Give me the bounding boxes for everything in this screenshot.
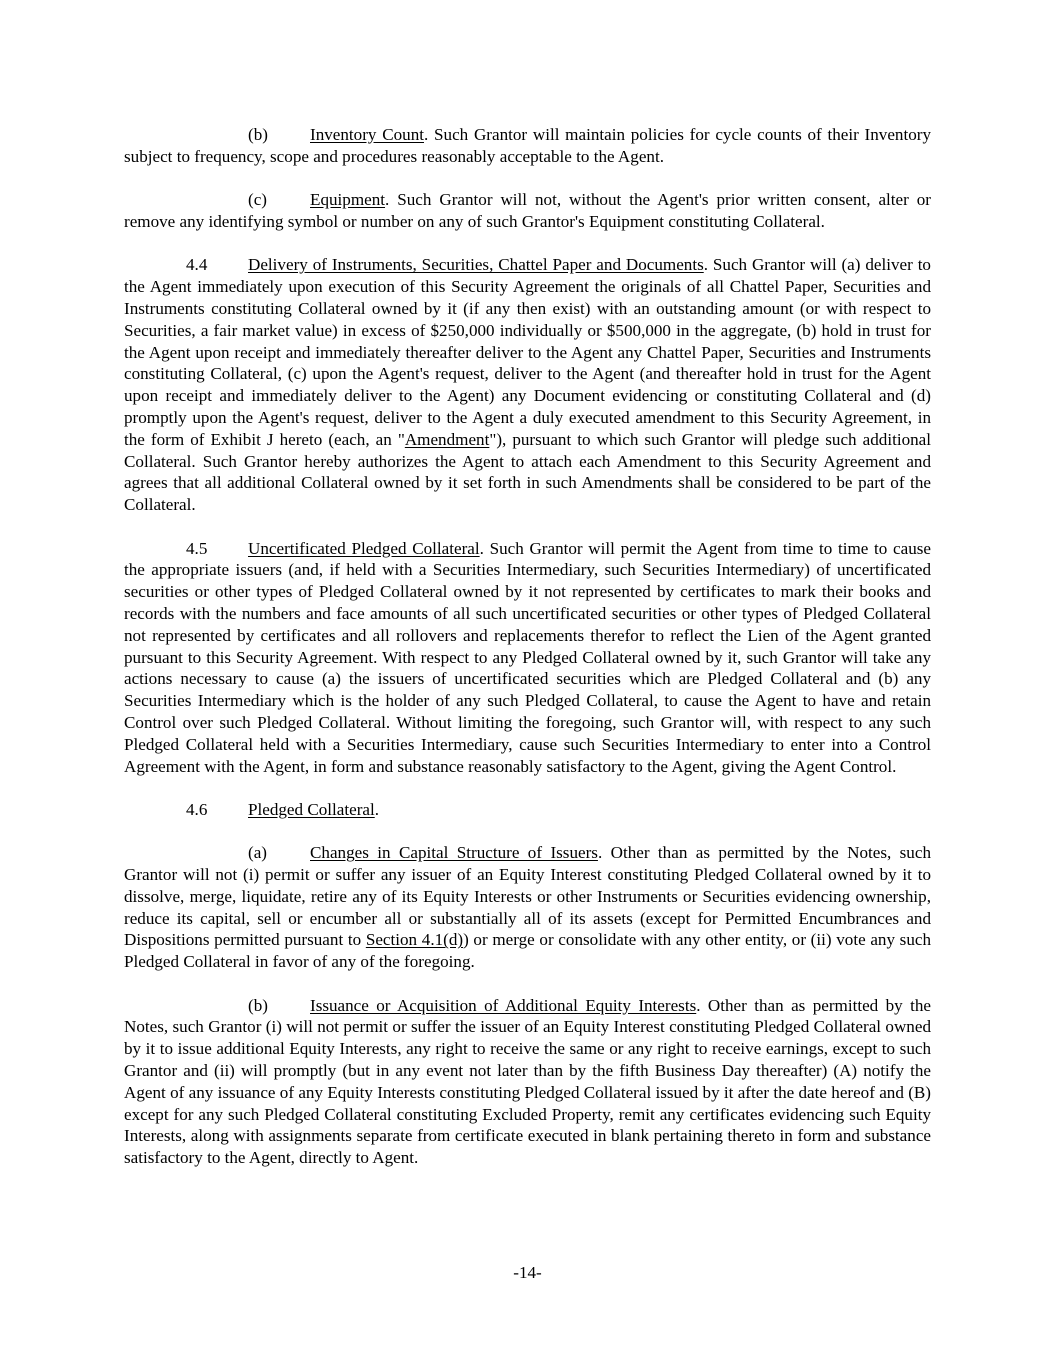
section-heading: Delivery of Instruments, Securities, Chattel Paper and Documents xyxy=(248,255,704,275)
page-number: -14- xyxy=(513,1263,542,1282)
document-page xyxy=(124,124,931,1191)
paragraph-text: . Such Grantor will maintain policies for cycle counts of their Inventory subject to frequency, scope and procedures reasonably acceptable to the Agent. xyxy=(124,125,931,166)
section-heading: Pledged Collateral xyxy=(248,799,375,819)
paragraph-text: . Such Grantor will not, without the Agent's prior written consent, alter or remove any identifying symbol or number on any of such Grantor's Equipment constituting Collateral. xyxy=(124,190,931,231)
section-heading: Uncertificated Pledged Collateral xyxy=(248,538,480,558)
section-text-continued: "), pursuant to which such Grantor will pledge such additional Collateral. Such Grantor hereby authorizes the Agent to attach each Amendment to this Security Agreement and agrees that all additional Collateral owned by it set forth in such Amendments shall be considered to be part of the Collateral. xyxy=(124,429,931,515)
paragraph-text-continued: ) or merge or consolidate with any other entity, or (ii) vote any such Pledged Collateral in favor of any of the foregoing. xyxy=(124,930,932,972)
paragraph-heading: Inventory Count xyxy=(310,125,424,144)
section-number: 4.5 xyxy=(186,538,208,558)
section-4-4 xyxy=(124,254,931,516)
section-text: . xyxy=(374,799,380,819)
defined-term: Amendment xyxy=(404,429,490,449)
paragraph-heading: Equipment xyxy=(310,190,386,210)
cross-reference-link: Section 4.1(d) xyxy=(365,930,464,950)
paragraph-4-3-c xyxy=(124,189,931,233)
paragraph-4-6-b xyxy=(124,995,931,1169)
paragraph-4-3-b xyxy=(124,124,931,168)
paragraph-number: (a) xyxy=(248,843,267,863)
section-number: 4.4 xyxy=(186,255,208,275)
section-4-5 xyxy=(124,538,931,778)
section-text: . Such Grantor will (a) deliver to the Agent immediately upon execution of this Security Agreement the originals of all Chattel Paper, Securities and Instruments constituting Collateral owned by it (if any then exist) with an outstanding amount (or with respect to Securities, a fair market value) in excess of $250,000 individually or $500,000 in the aggregate, (b) hold in trust for the Agent upon receipt and immediately thereafter deliver to the Agent any Chattel Paper, Securities and Instruments constituting Collateral, (c) upon the Agent's request, deliver to the Agent (and thereafter hold in trust for the Agent upon receipt and immediately deliver to the Agent) any Document evidencing or constituting Collateral and (d) promptly upon the Agent's request, deliver to the Agent a duly executed amendment to this Security Agreement, in the form of Exhibit J hereto (each, an " xyxy=(124,255,931,449)
section-text: . Such Grantor will permit the Agent from time to time to cause the appropriate issuers (and, if held with a Securities Intermediary, such Securities Intermediary) of uncertificated securities or other types of Pledged Collateral owned by it not represented by certificates to mark their books and records with the numbers and face amounts of all such uncertificated securities or other types of Pledged Collateral not represented by certificates and all rollovers and replacements therefor to reflect the Lien of the Agent granted pursuant to this Security Agreement. With respect to any Pledged Collateral owned by it, such Grantor will take any actions necessary to cause (a) the issuers of uncertificated securities which are Pledged Collateral and (b) any Securities Intermediary which is the holder of any such Pledged Collateral, to cause the Agent to have and retain Control over such Pledged Collateral. Without limiting the foregoing, such Grantor will, with respect to any such Pledged Collateral held with a Securities Intermediary, cause such Securities Intermediary to enter into a Control Agreement with the Agent, in form and substance reasonably satisfactory to the Agent, giving the Agent Control. xyxy=(124,538,931,776)
paragraph-number: (c) xyxy=(248,190,267,210)
paragraph-number: (b) xyxy=(248,995,268,1015)
paragraph-text: . Other than as permitted by the Notes, such Grantor will not (i) permit or suffer any issuer of an Equity Interest constituting Pledged Collateral owned by it to dissolve, merge, liquidate, retire any of its Equity Interests or other Instruments or Securities evidencing ownership, reduce its capital, sell or encumber all or substantially all of its assets (except for Permitted Encumbrances and Dispositions permitted pursuant to xyxy=(124,843,931,950)
paragraph-number: (b) xyxy=(248,125,268,144)
paragraph-heading: Changes in Capital Structure of Issuers xyxy=(310,843,598,863)
section-4-6 xyxy=(124,799,931,821)
section-number: 4.6 xyxy=(186,799,208,819)
paragraph-heading: Issuance or Acquisition of Additional Equity Interests xyxy=(310,995,697,1015)
paragraph-text: . Other than as permitted by the Notes, such Grantor (i) will not permit or suffer the issuer of an Equity Interest constituting Pledged Collateral owned by it to issue additional Equity Interests, any right to receive the same or any right to receive earnings, except to such Grantor and (ii) will promptly (but in any event not later than by the fifth Business Day thereafter) (A) notify the Agent of any issuance of any Equity Interests constituting Pledged Collateral issued by it after the date hereof and (B) except for any such Pledged Collateral constituting Excluded Property, remit any certificates evidencing such Equity Interests, along with assignments separate from certificate executed in blank pertaining thereto in form and substance satisfactory to the Agent, directly to Agent. xyxy=(124,995,931,1168)
paragraph-4-6-a xyxy=(124,842,931,973)
